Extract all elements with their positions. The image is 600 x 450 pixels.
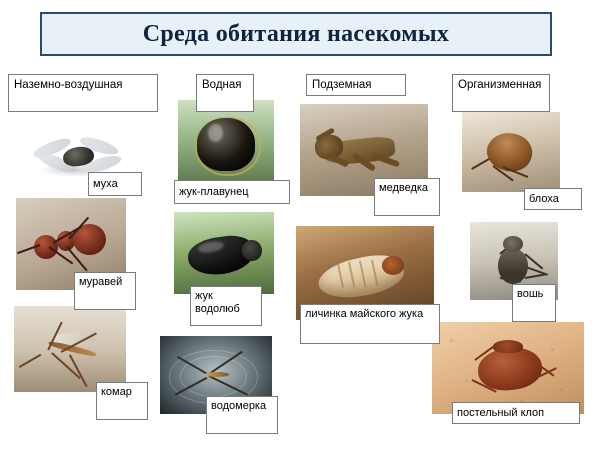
caption-mosquito-label: комар: [101, 386, 132, 398]
caption-chafer-grub-label: личинка майского жука: [305, 308, 424, 320]
caption-diving-beetle-label: жук-плавунец: [179, 185, 249, 198]
photo-bed-bug: [432, 322, 584, 414]
caption-water-scavenger-beetle: [190, 286, 262, 326]
caption-chafer-grub: [300, 304, 440, 344]
caption-mole-cricket-label: медведка: [379, 182, 429, 194]
diving-beetle-illustration: [178, 100, 274, 184]
caption-water-strider-label: водомерка: [211, 400, 267, 412]
header-organismal: [452, 74, 550, 112]
caption-flea: [524, 188, 582, 210]
header-underground: [306, 74, 406, 96]
caption-diving-beetle: [174, 180, 290, 204]
caption-louse: [512, 284, 556, 322]
caption-ant-label: муравей: [79, 276, 123, 288]
caption-water-strider: [206, 396, 278, 434]
photo-diving-beetle: [178, 100, 274, 184]
caption-bed-bug: [452, 402, 580, 424]
slide-title-box: [40, 12, 552, 56]
page-title: Среда обитания насекомых: [142, 20, 450, 47]
header-ground-air: [8, 74, 158, 112]
flea-illustration: [462, 112, 560, 192]
bed-bug-illustration: [432, 322, 584, 414]
photo-flea: [462, 112, 560, 192]
photo-mosquito: [14, 306, 126, 392]
caption-ant: [74, 272, 136, 310]
photo-water-scavenger-beetle: [174, 212, 274, 294]
header-organismal-label: Организменная: [458, 79, 542, 91]
caption-mosquito: [96, 382, 148, 420]
header-water-label: Водная: [202, 79, 242, 91]
caption-louse-label: вошь: [517, 288, 544, 300]
caption-fly-label: муха: [93, 177, 118, 190]
caption-water-scavenger-beetle-label: жук водолюб: [195, 290, 240, 315]
header-underground-label: Подземная: [312, 79, 372, 91]
header-ground-air-label: Наземно-воздушная: [14, 79, 123, 91]
caption-flea-label: блоха: [529, 192, 559, 205]
caption-fly: [88, 172, 142, 196]
mosquito-illustration: [14, 306, 126, 392]
caption-bed-bug-label: постельный клоп: [457, 406, 545, 419]
header-water: [196, 74, 254, 112]
caption-mole-cricket: [374, 178, 440, 216]
water-scavenger-beetle-illustration: [174, 212, 274, 294]
